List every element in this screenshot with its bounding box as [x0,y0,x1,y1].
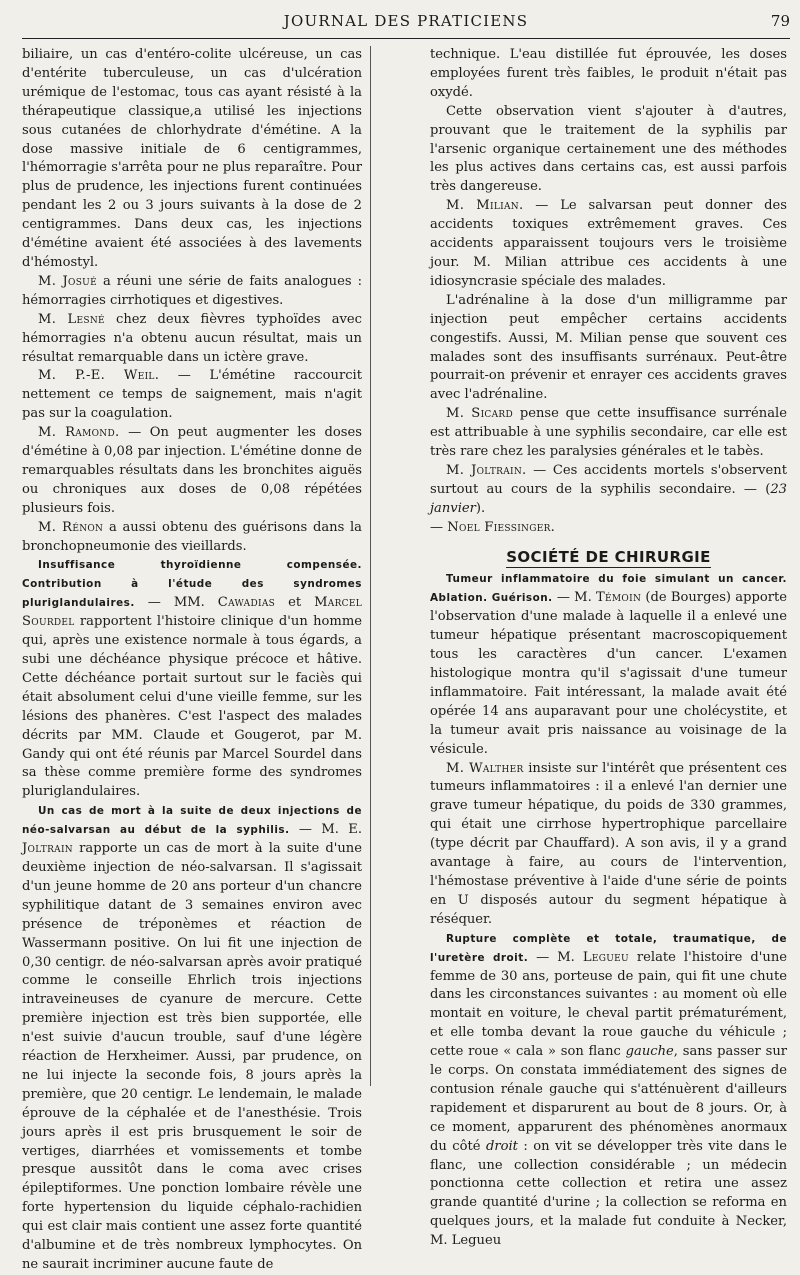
author-name: Cawadias [217,595,276,611]
paragraph: Un cas de mort à la suite de deux injections de néo-salvarsan au début de la syphilis. — M. E. Joltrain rapporte un cas de mort à la suite d'une deuxième injection de néo-salvarsan. Il s'agissait d'un jeune homme de 20 ans porteur d'un chancre syphilitique datant de 3 semaines environ avec présence de tréponèmes et réaction de Wassermann positive. On lui fit une injection de 0,30 centigr. de néo-salvarsan après avoir pratiqué comme le conseille Ehrlich trois injections intraveineuses de cyanure de mercure. Cette première injection est très bien supportée, elle n'est suivie d'aucun trouble, sauf d'une légère réaction de Herxheimer. Aussi, par prudence, on ne lui injecte la seconde fois, 8 jours après la première, que 20 centigr. Le lendemain, le malade éprouve de la céphalée et de l'anesthésie. Trois jours après il est pris brusquement le soir de vertiges, diarrhées et vomissements et tombe presque aussitôt dans le coma avec crises épileptiformes. Une ponction lombaire révèle une forte hypertension du liquide céphalo-rachidien qui est clair mais contient une assez forte quantité d'albumine et de très nombreux lymphocytes. On ne saurait incriminer aucune faute de [22,805,363,1272]
paragraph: M. Rénon a aussi obtenu des guérisons dans la bronchopneumonie des vieillards. [22,519,362,554]
article-rubric: Tumeur inflammatoire du foie simulant un cancer. Ablation. Guérison. [430,573,787,605]
author-name: Marcel Sourdel [22,595,362,630]
article-rubric: Insuffisance thyroïdienne compensée. Contribution à l'étude des syndromes pluriglandulaires. [22,559,362,610]
session-date: 23 janvier [430,481,787,516]
paragraph: biliaire, un cas d'entéro-colite ulcéreuse, un cas d'entérite tuberculeuse, un cas d'ulcération urémique de l'estomac, tous cas ayant résisté à la thérapeutique classique,a utilisé les injections sous cutanées de chlorhydrate d'émétine. A la dose massive initiale de 6 centigrammes, l'hémorragie s'arrêta pour ne plus reparaître. Pour plus de prudence, les injections furent continuées pendant les 2 ou 3 jours suivants à la dose de 2 centigrammes. Dans deux cas, les injections d'émétine avaient été associées à des lavements d'hémostyl. [22,47,362,270]
paragraph: technique. L'eau distillée fut éprouvée, les doses employées furent très faibles, le produit n'était pas oxydé. [430,47,787,100]
paragraph: Rupture complète et totale, traumatique, de l'uretère droit. — M. Legueu relate l'histoire d'une femme de 30 ans, porteuse de pain, qui fit une chute dans les circonstances suivantes : au moment où elle montait en voiture, le cheval partit prématurément, et elle tomba devant la roue gauche du véhicule ; cette roue « cala » son flanc gauche, sans passer sur le corps. On constata immédiatement des signes de contusion rénale gauche qui s'atténuèrent d'ailleurs rapidement et disparurent au bout de 8 jours. Or, à ce moment, apparurent des phénomènes anormaux du côté droit : on vit se développer très vite dans le flanc, une collection considérable ; un médecin ponctionna cette collection et retira une assez grande quantité d'urine ; la collection se reforma en quelques jours, et la malade fut conduite à Necker, M. Legueu [430,932,788,1249]
article-rubric: Rupture complète et totale, traumatique, de l'uretère droit. [430,932,787,964]
paragraph: L'adrénaline à la dose d'un milligramme par injection peut empêcher certains accidents congestifs. Aussi, M. Milian pense que souvent ces malades sont des insuffisants surrénaux. Peut-être pourrait-on prévenir et enrayer ces accidents graves avec l'adrénaline. [430,292,787,403]
author-name: M. Rénon [38,519,104,535]
author-name: Joltrain [22,841,73,857]
author-name: M. Walther [446,760,524,776]
author-name: M. Ramond. [38,425,120,441]
signature: Noel Fiessinger. [447,519,556,535]
paragraph: Cette observation vient s'ajouter à d'autres, prouvant que le traitement de la syphilis par l'arsenic organique certainement une des méthodes les plus actives dans certains cas, est aussi parfois très dangereuse. [430,103,787,195]
page-header [22,10,790,40]
paragraph: M. Milian. — Le salvarsan peut donner des accidents toxiques extrêmement graves. Ces accidents apparaissent toujours vers le troisième jour. M. Milian attribue ces accidents à une idiosyncrasie spéciale des malades. [430,198,787,289]
author-name: M. Milian. [446,198,524,214]
section-heading: SOCIÉTÉ DE CHIRURGIE [506,547,711,566]
page-number: 79 [770,12,790,30]
left-column [22,46,363,1272]
paragraph: M. Lesné chez deux fièvres typhoïdes avec hémorragies n'a obtenu aucun résultat, mais un résultat remarquable dans un ictère grave. [22,311,362,365]
author-name: M. Lesné [38,311,105,327]
paragraph: M. Walther insiste sur l'intérêt que présentent ces tumeurs inflammatoires : il a enlevé l'an dernier une grave tumeur hépatique, du poids de 330 grammes, qui était une cirrhose hypertrophique parcellaire (type décrit par Chauffard). A son avis, il y a grand avantage à faire, au cours de l'intervention, l'hémostase préventive à l'aide d'une série de points en U disposés autour du segment hépatique à réséquer. [430,760,787,927]
running-title: JOURNAL DES PRATICIENS [283,12,529,30]
author-name: M. Joltrain. [446,462,527,478]
paragraph: M. Josué a réuni une série de faits analogues : hémorragies cirrhotiques et digestives. [22,273,362,308]
paragraph: Tumeur inflammatoire du foie simulant un cancer. Ablation. Guérison. — M. Témoin (de Bourges) apporte l'observation d'une malade à laquelle il a enlevé une tumeur hépatique présentant macroscopiquement tous les caractères d'un cancer. L'examen histologique montra qu'il s'agissait d'une tumeur inflammatoire. Fait intéressant, la malade avait été opérée 14 ans auparavant pour une cholécystite, et la tumeur avait pris naissance au voisinage de la vésicule. [430,573,787,757]
paragraph: M. P.-E. Weil. — L'émétine raccourcit nettement ce temps de saignement, mais n'agit pas sur la coagulation. [22,368,363,422]
author-name: Legueu [582,949,629,965]
paragraph: Insuffisance thyroïdienne compensée. Contribution à l'étude des syndromes pluriglandulaires. — MM. Cawadias et Marcel Sourdel rapportent l'histoire clinique d'un homme qui, après une existence normale à tous égards, a subi une déchéance physique précoce et hâtive. Cette déchéance portait surtout sur le faciès qui était absolument celui d'une vieille femme, sur les lésions des phanères. C'est l'aspect des malades décrits par MM. Claude et Gougerot, par M. Gandy qui ont été réunis par Marcel Sourdel dans sa thèse comme première forme des syndromes pluriglandulaires. [22,559,362,800]
paragraph: M. Sicard pense que cette insuffisance surrénale est attribuable à une syphilis secondaire, car elle est très rare chez les paralysies générales et le tabès. [430,406,787,460]
paragraph: M. Ramond. — On peut augmenter les doses d'émétine à 0,08 par injection. L'émétine donne de remarquables résultats dans les bronchites aiguës ou chroniques aux doses de 0,08 répétées plusieurs fois. [22,425,362,516]
right-column [430,46,788,1249]
article-rubric: Un cas de mort à la suite de deux injections de néo-salvarsan au début de la syphilis. [22,805,362,837]
paragraph: M. Joltrain. — Ces accidents mortels s'observent surtout au cours de la syphilis secondaire. — (23 janvier). — Noel Fiessinger. [430,462,787,535]
author-name: M. P.-E. Weil. [38,368,160,384]
author-name: M. Sicard [446,406,513,422]
header-rule [22,38,790,39]
author-name: Témoin [596,590,642,606]
column-divider [370,46,371,1086]
author-name: M. Josué [38,273,97,289]
